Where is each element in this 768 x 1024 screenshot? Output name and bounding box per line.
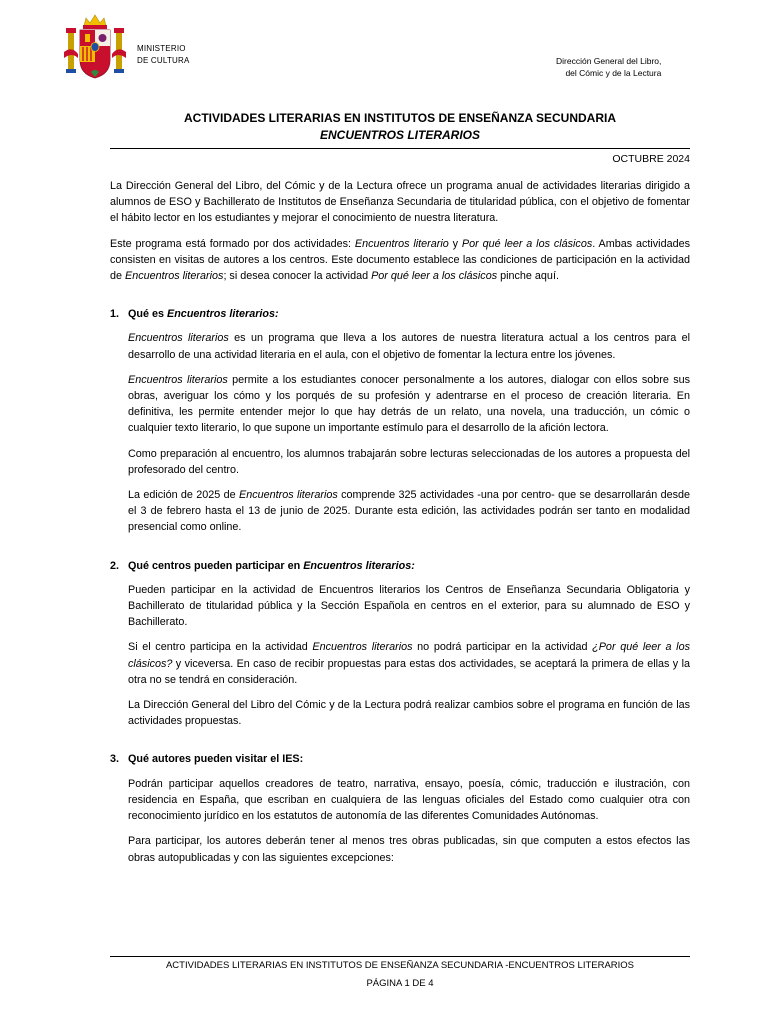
link-pinche-aqui[interactable]: pinche aquí. bbox=[497, 270, 559, 283]
section-2-heading bbox=[110, 558, 690, 574]
text-run: y bbox=[448, 237, 462, 250]
intro-paragraph-1: La Dirección General del Libro, del Cómic y de la Lectura ofrece un programa anual de actividades literarias dirigido a alumnos de ESO y Bachillerato de Institutos de Enseñanza Secundaria de titularidad pública, con el objetivo de fomentar el hábito lector en los estudiantes y mejorar el conocimiento de nuestra literatura. bbox=[110, 180, 690, 225]
text-run: y viceversa. En caso de recibir propuestas para estas dos actividades, se aceptará la primera de ellas y la otra no se tendrá en consideración. bbox=[128, 657, 690, 686]
text-run-italic: Encuentros literarios: bbox=[167, 308, 279, 321]
section-2-paragraph-3: La Dirección General del Libro del Cómic y de la Lectura podrá realizar cambios sobre el programa en función de las actividades propuestas. bbox=[128, 699, 690, 728]
text-run-italic: Por qué leer a los clásicos bbox=[371, 270, 498, 283]
text-run-italic: Encuentros literarios bbox=[128, 373, 228, 386]
section-1-paragraph-2 bbox=[128, 372, 690, 437]
text-run-italic: Encuentros literarios bbox=[312, 641, 413, 654]
text-run: no podrá participar en la actividad bbox=[412, 641, 593, 654]
ministry-name bbox=[137, 43, 190, 67]
document-title bbox=[110, 110, 690, 144]
intro-paragraph-2 bbox=[110, 236, 690, 285]
text-run-italic: Encuentros literarios bbox=[125, 270, 224, 283]
section-1-heading bbox=[110, 306, 690, 322]
text-run: Qué centros pueden participar en bbox=[128, 559, 304, 572]
section-3-heading bbox=[110, 751, 690, 767]
text-run: Este programa está formado por dos actividades: bbox=[110, 237, 355, 250]
text-run-italic: Encuentros literarios: bbox=[303, 559, 415, 572]
title-main: ACTIVIDADES LITERARIAS EN INSTITUTOS DE ENSEÑANZA SECUNDARIA bbox=[183, 111, 617, 125]
text-run: La edición de 2025 de bbox=[128, 489, 240, 502]
page-number: PÁGINA 1 DE 4 bbox=[366, 978, 434, 989]
section-1-paragraph-1 bbox=[128, 330, 690, 362]
section-number: 3. bbox=[110, 753, 120, 766]
section-3-title: Qué autores pueden visitar el IES: bbox=[128, 753, 304, 766]
text-run: . Ambas actividades consisten en visitas de autores a los centros. Este documento establece las condiciones de participación en la actividad de bbox=[110, 237, 690, 283]
section-2-paragraph-1: Pueden participar en la actividad de Encuentros literarios los Centros de Enseñanza Secundaria Obligatoria y Bachillerato de titularidad pública y la Sección Española en centros en el exterior, para su alumnado de ESO y Bachillerato. bbox=[128, 583, 690, 629]
section-2 bbox=[110, 558, 690, 730]
title-subtitle: ENCUENTROS LITERARIOS bbox=[319, 128, 480, 142]
document-body bbox=[110, 178, 690, 875]
text-run-italic: Por qué leer a los clásicos bbox=[461, 237, 593, 250]
section-2-paragraph-2 bbox=[128, 639, 690, 688]
section-3-paragraph-1: Podrán participar aquellos creadores de teatro, narrativa, ensayo, poesía, cómic, traducción e ilustración, con residencia en España, que escriban en cualquiera de las lenguas oficiales del Estado como cualquier otra con reconocimiento jurídico en los estatutos de autonomía de las diferentes Comunidades Autónomas. bbox=[128, 777, 690, 823]
spanish-coat-of-arms-icon bbox=[64, 12, 126, 82]
section-1-paragraph-3: Como preparación al encuentro, los alumnos trabajarán sobre lecturas seleccionadas de los autores a propuesta del profesorado del centro. bbox=[128, 447, 690, 476]
section-number: 2. bbox=[110, 559, 120, 572]
text-run-italic: ¿Por qué leer a los clásicos? bbox=[128, 641, 690, 670]
text-run: es un programa que lleva a los autores de nuestra literatura actual a los centros para el desarrollo de una actividad literaria en el aula, con el objetivo de fomentar la lectura entre los jóvenes. bbox=[128, 332, 690, 361]
directorate-name bbox=[556, 55, 661, 79]
text-run: ; si desea conocer la actividad bbox=[223, 270, 372, 283]
text-run-italic: Encuentros literario bbox=[354, 237, 449, 250]
text-run: comprende 325 actividades -una por centro- que se desarrollarán desde el 3 de febrero hasta el 13 de junio de 2025. Durante esta edición, las actividades podrán ser tanto en modalidad presencial como online. bbox=[128, 489, 691, 534]
footer-divider bbox=[110, 956, 690, 957]
section-1-paragraph-4 bbox=[128, 487, 690, 536]
section-3-paragraph-2: Para participar, los autores deberán tener al menos tres obras publicadas, sin que computen a estos efectos las obras autopublicadas y con las siguientes excepciones: bbox=[128, 835, 690, 864]
document-date: OCTUBRE 2024 bbox=[612, 153, 690, 165]
directorate-line-2: del Cómic y de la Lectura bbox=[565, 68, 662, 78]
text-run-italic: Encuentros literarios bbox=[128, 332, 229, 345]
ministry-line-2: DE CULTURA bbox=[137, 56, 190, 65]
directorate-line-1: Dirección General del Libro, bbox=[556, 56, 662, 66]
text-run: permite a los estudiantes conocer personalmente a los autores, dialogar con ellos sobre sus obras, averiguar los cómo y los porqués de su profesión y adentrarse en el proceso de creación literaria. En definitiva, les permite entender mejor lo que hay detrás de un relato, una novela, una traducción, un cómic o cualquier texto literario, lo que supone un importante estímulo para el desarrollo de la afición lectora. bbox=[128, 373, 690, 435]
footer-title: ACTIVIDADES LITERARIAS EN INSTITUTOS DE ENSEÑANZA SECUNDARIA -ENCUENTROS LITERARIOS bbox=[165, 960, 635, 971]
ministry-line-1: MINISTERIO bbox=[137, 44, 186, 53]
title-divider bbox=[110, 148, 690, 149]
text-run-italic: Encuentros literarios bbox=[239, 489, 338, 502]
section-number: 1. bbox=[110, 308, 120, 321]
text-run: Qué es bbox=[128, 308, 168, 321]
section-1 bbox=[110, 306, 690, 535]
section-3 bbox=[110, 751, 690, 865]
text-run: Si el centro participa en la actividad bbox=[128, 641, 313, 654]
